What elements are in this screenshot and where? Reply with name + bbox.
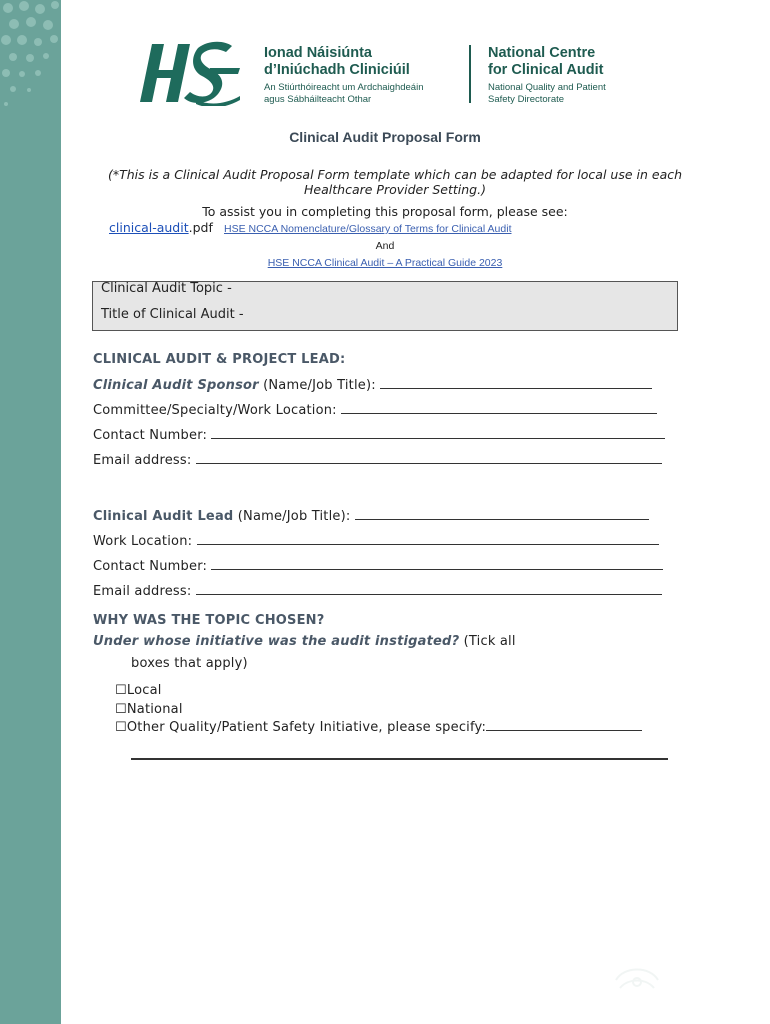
dot-pattern-icon — [0, 0, 61, 110]
logo-english-sub-2: Safety Directorate — [488, 94, 565, 105]
work-location-label: Work Location: — [93, 534, 197, 549]
checkbox-national-icon[interactable]: ☐ — [115, 702, 127, 717]
and-text: And — [375, 240, 395, 252]
lead-section-heading: CLINICAL AUDIT & PROJECT LEAD: — [93, 352, 346, 367]
logo-english-sub-1: National Quality and Patient — [488, 82, 606, 93]
email-field[interactable] — [196, 454, 662, 464]
hse-logo-icon — [140, 40, 240, 106]
pdf-link-line — [109, 220, 213, 235]
option-national[interactable] — [115, 702, 183, 717]
lead-field[interactable] — [355, 510, 649, 520]
option-other[interactable] — [115, 720, 642, 735]
logo-irish-title-2: d’Iniúchadh Cliniciúil — [264, 62, 410, 78]
option-local-label: Local — [126, 683, 162, 698]
pdf-link[interactable]: clinical-audit — [109, 220, 189, 235]
logo-text-irish — [264, 45, 424, 106]
checkbox-other-icon[interactable]: ☐ — [115, 720, 127, 735]
lead-suffix: (Name/Job Title): — [233, 509, 355, 524]
other-specify-field[interactable] — [486, 721, 642, 731]
contact2-field[interactable] — [211, 560, 663, 570]
decorative-sidebar — [0, 0, 61, 1024]
contact-label: Contact Number: — [93, 428, 212, 443]
option-other-label: Other Quality/Patient Safety Initiative, please specify: — [126, 720, 487, 735]
option-local[interactable] — [115, 683, 162, 698]
sponsor-suffix: (Name/Job Title): — [258, 378, 381, 393]
initiative-question-cont: boxes that apply) — [131, 656, 248, 671]
sponsor-row — [93, 378, 652, 393]
contact2-label: Contact Number: — [93, 559, 212, 574]
glossary-link[interactable]: HSE NCCA Nomenclature/Glossary of Terms for Clinical Audit — [224, 223, 512, 235]
assist-text: To assist you in completing this proposal form, please see: — [202, 204, 568, 219]
initiative-question-suffix: (Tick all — [459, 634, 516, 649]
checkbox-local-icon[interactable]: ☐ — [115, 683, 127, 698]
initiative-question-row — [93, 634, 516, 649]
email2-field[interactable] — [196, 585, 662, 595]
email-label: Email address: — [93, 453, 196, 468]
logo-english-title-2: for Clinical Audit — [488, 62, 604, 78]
contact2-row — [93, 559, 663, 574]
contact-field[interactable] — [211, 429, 665, 439]
logo-irish-sub-2: agus Sábháilteacht Othar — [264, 94, 372, 105]
pdf-extension: .pdf — [188, 220, 213, 235]
work-location-row — [93, 534, 659, 549]
committee-row — [93, 403, 657, 418]
form-title: Clinical Audit Proposal Form — [289, 129, 481, 145]
option-national-label: National — [126, 702, 183, 717]
contact-row — [93, 428, 665, 443]
other-specify-field-line-2[interactable] — [131, 758, 668, 760]
logo-divider — [469, 45, 471, 103]
topic-label[interactable]: Clinical Audit Topic - — [101, 281, 232, 296]
work-location-field[interactable] — [197, 535, 659, 545]
email2-row — [93, 584, 662, 599]
intro-note: (*This is a Clinical Audit Proposal Form template which can be adapted for local use in each Healthcare Provider Setting.) — [107, 167, 683, 197]
guide-link-line — [0, 257, 770, 269]
guide-link[interactable]: HSE NCCA Clinical Audit – A Practical Guide 2023 — [267, 257, 503, 269]
email-row — [93, 453, 662, 468]
committee-label: Committee/Specialty/Work Location: — [93, 403, 342, 418]
sponsor-label: Clinical Audit Sponsor — [93, 378, 259, 393]
audit-title-label[interactable]: Title of Clinical Audit - — [101, 307, 244, 322]
committee-field[interactable] — [341, 404, 657, 414]
logo-irish-title-1: Ionad Náisiúnta — [264, 45, 372, 61]
logo-irish-sub-1: An Stiúrthóireacht um Ardchaighdeáin — [264, 82, 424, 93]
why-section-heading: WHY WAS THE TOPIC CHOSEN? — [93, 613, 325, 628]
lead-label: Clinical Audit Lead — [93, 509, 234, 524]
logo-text-english — [488, 45, 606, 106]
logo-english-title-1: National Centre — [488, 45, 596, 61]
topic-box — [92, 281, 678, 331]
email2-label: Email address: — [93, 584, 196, 599]
sponsor-field[interactable] — [380, 379, 652, 389]
watermark-icon — [612, 962, 662, 998]
lead-row — [93, 509, 649, 524]
initiative-question: Under whose initiative was the audit instigated? — [93, 634, 460, 649]
